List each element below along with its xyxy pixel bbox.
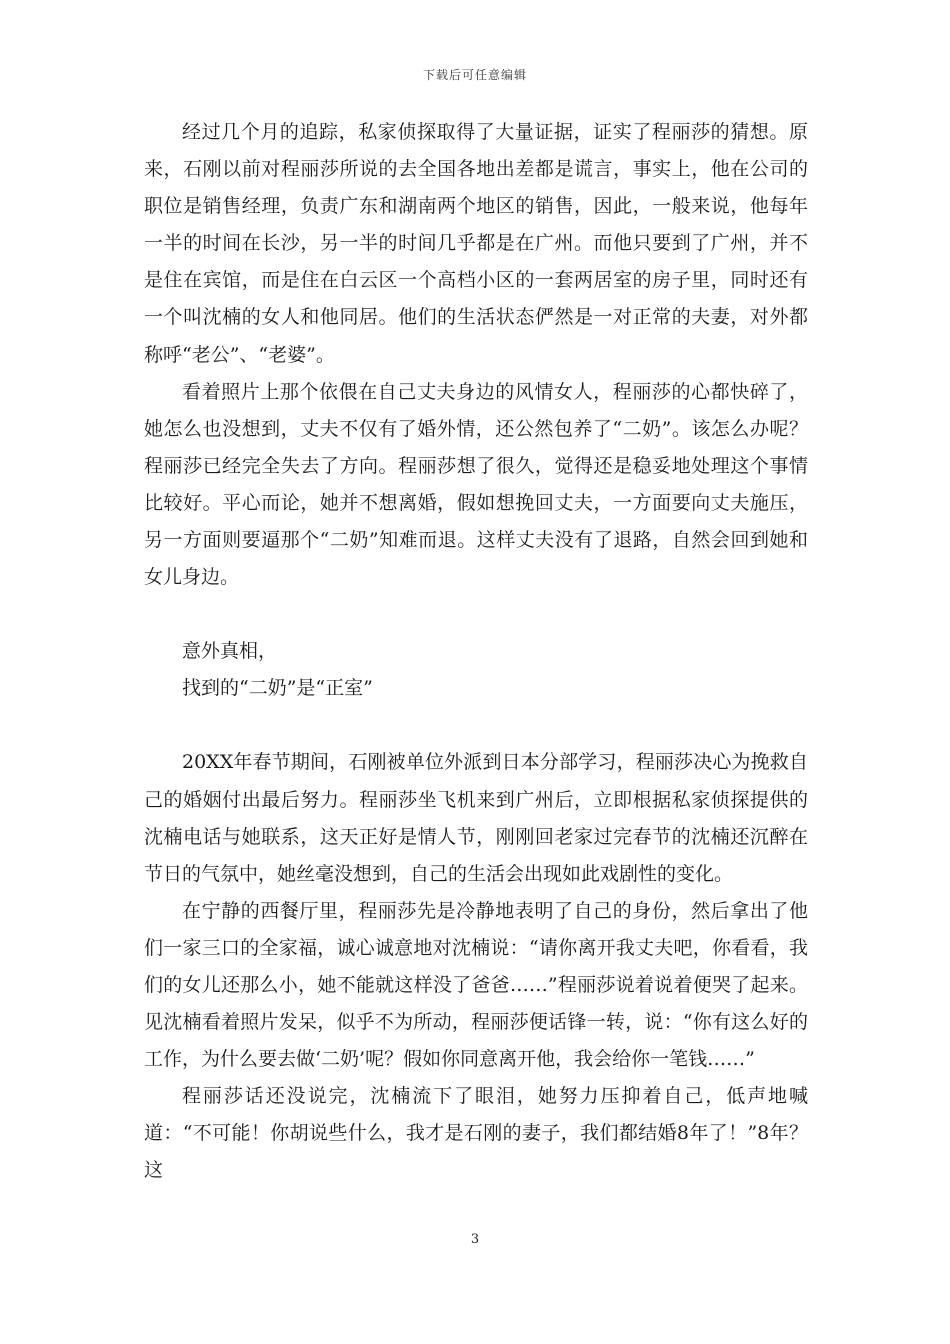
blank-line [144,707,808,744]
document-body [144,114,808,1190]
page-number: 3 [470,1232,480,1247]
page-header: 下载后可任意编辑 [422,68,527,82]
section-subtitle: 意外真相， [182,640,278,663]
paragraph: 20XX年春节期间，石刚被单位外派到日本分部学习，程丽莎决心为挽救自己的婚姻付出最后努力。程丽莎坐飞机来到广州后，立即根据私家侦探提供的沈楠电话与她联系，这天正好是情人节，刚刚回老家过完春节的沈楠还沉醉在节日的气氛中，她丝毫没想到，自己的生活会出现如此戏剧性的变化。 [144,751,808,885]
paragraph: 在宁静的西餐厅里，程丽莎先是冷静地表明了自己的身份，然后拿出了他们一家三口的全家福，诚心诚意地对沈楠说：“请你离开我丈夫吧，你看看，我们的女儿还那么小，她不能就这样没了爸爸……”程丽莎说着说着便哭了起来。见沈楠看着照片发呆，似乎不为所动，程丽莎便话锋一转，说：“你有这么好的工作，为什么要去做‘二奶’呢？假如你同意离开他，我会给你一笔钱……” [144,899,808,1071]
paragraph: 程丽莎话还没说完，沈楠流下了眼泪，她努力压抑着自己，低声地喊道：“不可能！你胡说些什么，我才是石刚的妻子，我们都结婚8年了！”8年？这 [144,1085,808,1182]
section-subtitle: 找到的“二奶”是“正室” [182,677,373,700]
paragraph: 经过几个月的追踪，私家侦探取得了大量证据，证实了程丽莎的猜想。原来，石刚以前对程丽莎所说的去全国各地出差都是谎言，事实上，他在公司的职位是销售经理，负责广东和湖南两个地区的销售，因此，一般来说，他每年一半的时间在长沙，另一半的时间几乎都是在广州。而他只要到了广州，并不是住在宾馆，而是住在白云区一个高档小区的一套两居室的房子里，同时还有一个叫沈楠的女人和他同居。他们的生活状态俨然是一对正常的夫妻，对外都称呼“老公”、“老婆”。 [144,121,808,366]
paragraph: 看着照片上那个依偎在自己丈夫身边的风情女人，程丽莎的心都快碎了，她怎么也没想到，丈夫不仅有了婚外情，还公然包养了“二奶”。该怎么办呢？程丽莎已经完全失去了方向。程丽莎想了很久，觉得还是稳妥地处理这个事情比较好。平心而论，她并不想离婚，假如想挽回丈夫，一方面要向丈夫施压，另一方面则要逼那个“二奶”知难而退。这样丈夫没有了退路，自然会回到她和女儿身边。 [144,380,808,589]
blank-line [144,596,808,633]
